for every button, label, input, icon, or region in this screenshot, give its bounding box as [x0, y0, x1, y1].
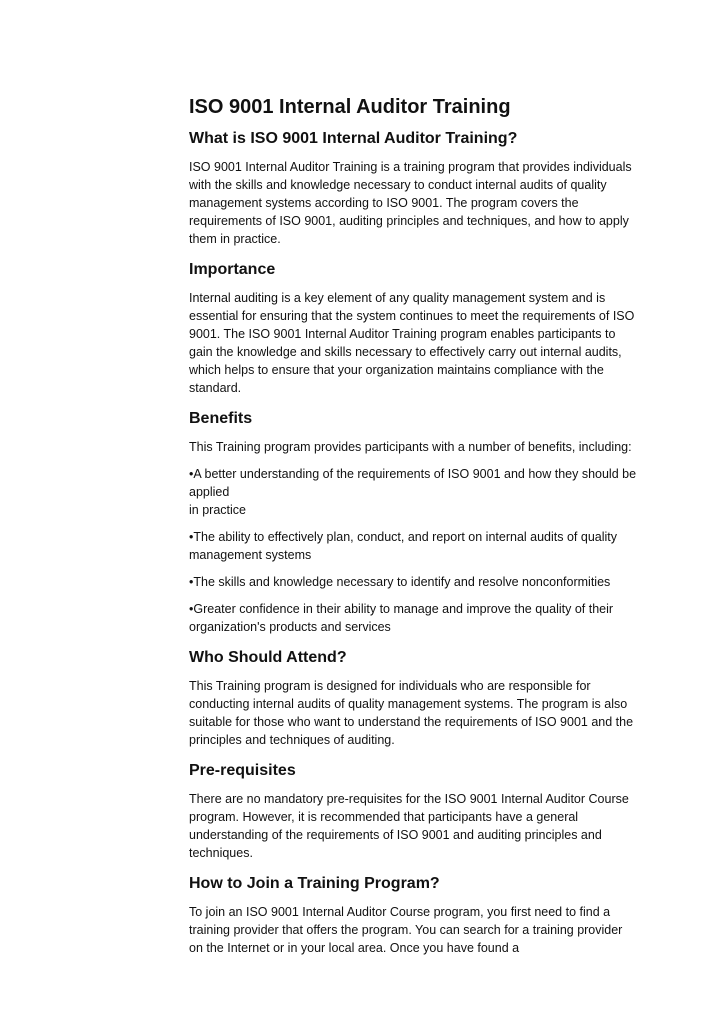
section-pre-requisites: [189, 760, 637, 862]
section-how-to-join: [189, 873, 637, 957]
section-heading: What is ISO 9001 Internal Auditor Training?: [189, 130, 518, 147]
benefit-item: •The skills and knowledge necessary to identify and resolve nonconformities: [189, 575, 611, 589]
section-heading: How to Join a Training Program?: [189, 875, 440, 892]
section-heading: Who Should Attend?: [189, 649, 347, 666]
section-paragraph: This Training program is designed for individuals who are responsible for conducting internal audits of quality management systems. The program is also suitable for those who want to understand the requirements of ISO 9001 and the principles and techniques of auditing.: [189, 679, 634, 747]
section-heading: Pre-requisites: [189, 762, 296, 779]
document-page: [189, 94, 637, 966]
benefit-item: •A better understanding of the requirements of ISO 9001 and how they should be applied in practice: [189, 467, 637, 517]
section-heading: Importance: [189, 261, 276, 278]
document-title: ISO 9001 Internal Auditor Training: [189, 96, 511, 118]
section-benefits: [189, 408, 637, 636]
benefit-item: •The ability to effectively plan, conduct, and report on internal audits of quality management systems: [189, 530, 618, 562]
section-what-is: [189, 128, 637, 248]
section-paragraph: Internal auditing is a key element of any quality management system and is essential for ensuring that the system continues to meet the requirements of ISO 9001. The ISO 9001 Internal Auditor Training program enables participants to gain the knowledge and skills necessary to effectively carry out internal audits, which helps to ensure that your organization maintains compliance with the standard.: [189, 291, 635, 395]
section-who-should-attend: [189, 647, 637, 749]
section-paragraph: There are no mandatory pre-requisites for the ISO 9001 Internal Auditor Course program. However, it is recommended that participants have a general understanding of the requirements of ISO 9001 and auditing principles and techniques.: [189, 792, 629, 860]
section-heading: Benefits: [189, 410, 253, 427]
benefit-item: •Greater confidence in their ability to manage and improve the quality of their organization's products and services: [189, 602, 614, 634]
section-paragraph: This Training program provides participants with a number of benefits, including:: [189, 440, 632, 454]
section-importance: [189, 259, 637, 397]
section-paragraph: To join an ISO 9001 Internal Auditor Course program, you first need to find a training provider that offers the program. You can search for a training provider on the Internet or in your local area. Once you have found a: [189, 905, 623, 955]
section-paragraph: ISO 9001 Internal Auditor Training is a training program that provides individuals with the skills and knowledge necessary to conduct internal audits of quality management systems according to ISO 9001. The program covers the requirements of ISO 9001, auditing principles and techniques, and how to apply them in practice.: [189, 160, 632, 246]
